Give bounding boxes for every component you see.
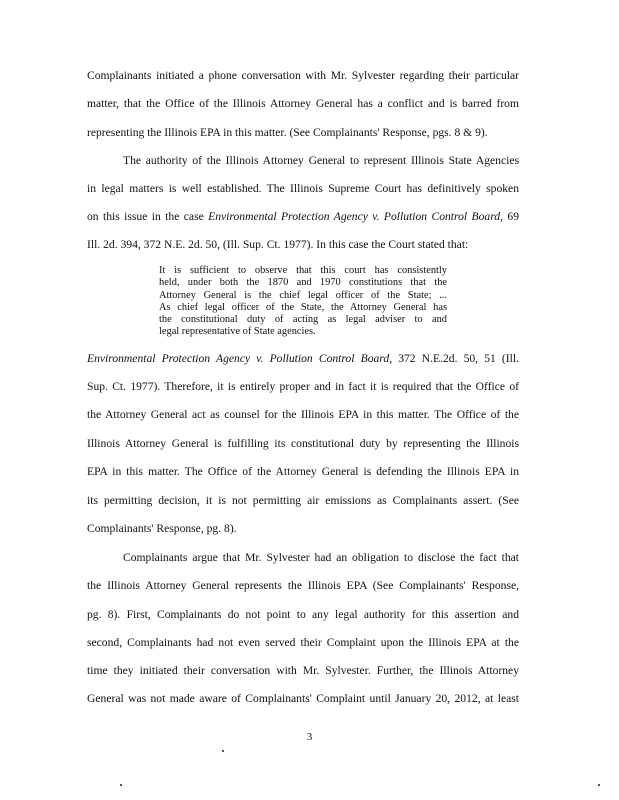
body-text-line: Complainants' Response, pg. 8). bbox=[87, 522, 237, 535]
body-text-line bbox=[87, 210, 519, 224]
body-text-line: the Attorney General act as counsel for the Illinois EPA in this matter. The Office of the bbox=[87, 408, 519, 421]
block-quote-line: It is sufficient to observe that this court has consistently bbox=[159, 265, 447, 276]
body-text-line: time they initiated their conversation with Mr. Sylvester. Further, the Illinois Attorney bbox=[87, 664, 519, 677]
text-run: on this issue in the case bbox=[87, 210, 209, 223]
body-text-line: EPA in this matter. The Office of the Attorney General is defending the Illinois EPA in bbox=[87, 465, 519, 478]
body-text-line: its permitting decision, it is not permitting air emissions as Complainants assert. (See bbox=[87, 494, 519, 507]
text-run: , 372 N.E.2d. 50, 51 (Ill. bbox=[389, 352, 519, 365]
text-run: , 69 bbox=[500, 210, 519, 223]
body-text-line: Sup. Ct. 1977). Therefore, it is entirely proper and in fact it is required that the Office of bbox=[87, 380, 519, 393]
block-quote-line: Attorney General is the chief legal officer of the State; ... bbox=[159, 290, 447, 301]
block-quote-line: As chief legal officer of the State, the Attorney General has bbox=[159, 302, 447, 313]
body-text-line: the Illinois Attorney General represents the Illinois EPA (See Complainants' Response, bbox=[87, 579, 519, 592]
body-text-line: second, Complainants had not even served their Complaint upon the Illinois EPA at the bbox=[87, 636, 519, 649]
body-text-line: Complainants argue that Mr. Sylvester had an obligation to disclose the fact that bbox=[123, 551, 519, 564]
block-quote-line: the constitutional duty of acting as legal adviser to and bbox=[159, 314, 447, 325]
body-text-line: The authority of the Illinois Attorney General to represent Illinois State Agencies bbox=[123, 154, 519, 167]
block-quote-line: held, under both the 1870 and 1970 constitutions that the bbox=[159, 277, 447, 288]
case-citation: Environmental Protection Agency v. Pollution Control Board bbox=[87, 352, 390, 365]
body-text-line bbox=[87, 352, 519, 366]
body-text-line: Illinois Attorney General is fulfilling its constitutional duty by representing the Illinois bbox=[87, 437, 519, 450]
body-text-line: matter, that the Office of the Illinois Attorney General has a conflict and is barred from bbox=[87, 97, 519, 110]
scan-speck bbox=[598, 784, 600, 786]
body-text-line: Complainants initiated a phone conversation with Mr. Sylvester regarding their particular bbox=[87, 69, 519, 82]
case-citation: Environmental Protection Agency v. Pollution Control Board bbox=[208, 210, 501, 223]
body-text-line: pg. 8). First, Complainants do not point to any legal authority for this assertion and bbox=[87, 608, 519, 621]
scan-speck bbox=[222, 750, 224, 752]
block-quote-line: legal representative of State agencies. bbox=[159, 326, 316, 337]
body-text-line: representing the Illinois EPA in this matter. (See Complainants' Response, pgs. 8 & 9). bbox=[87, 126, 488, 139]
page-number: 3 bbox=[306, 731, 313, 743]
body-text-line: General was not made aware of Complainants' Complaint until January 20, 2012, at least bbox=[87, 692, 519, 705]
body-text-line: in legal matters is well established. The Illinois Supreme Court has definitively spoken bbox=[87, 182, 519, 195]
body-text-line: Ill. 2d. 394, 372 N.E. 2d. 50, (Ill. Sup. Ct. 1977). In this case the Court stated that: bbox=[87, 238, 469, 251]
scan-speck bbox=[120, 784, 122, 786]
